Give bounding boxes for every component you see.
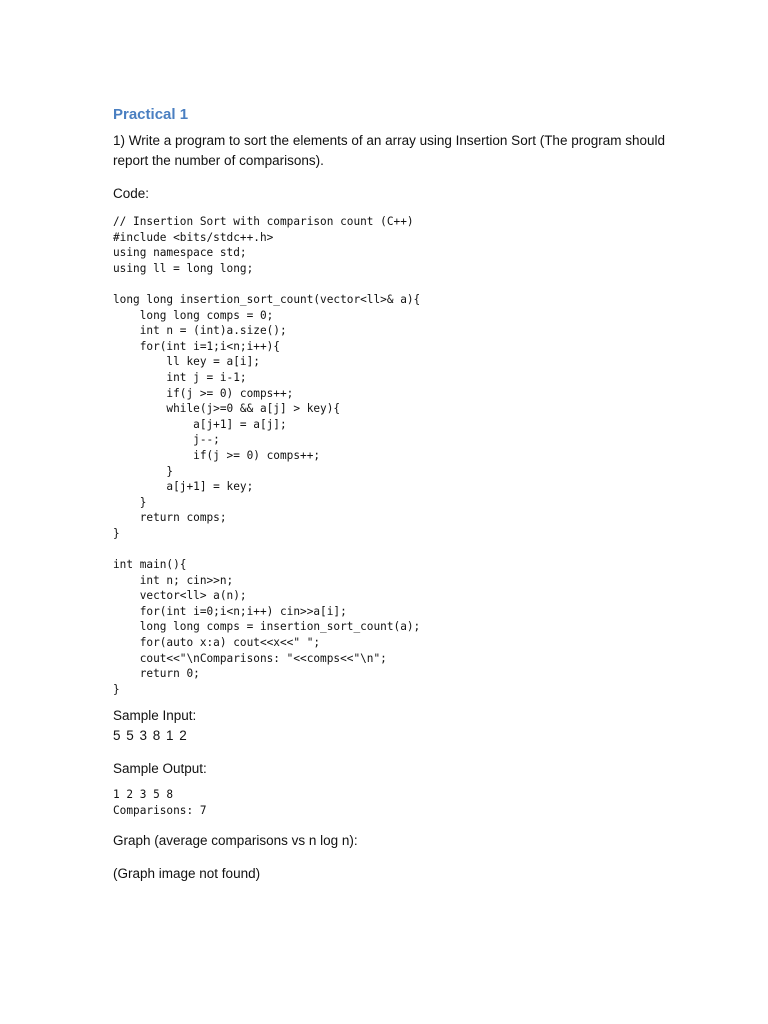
code-label: Code:	[113, 186, 150, 201]
document-page	[113, 105, 673, 884]
code-block: // Insertion Sort with comparison count (C++) #include <bits/stdc++.h> using namespace std; using ll = long long; long long insertion_sort_count(vector<ll>& a){ long long comps = 0; int n = (int)a.size(); for(int i=1;i<n;i++){ ll key = a[i]; int j = i-1; if(j >= 0) comps++; while(j>=0 && a[j] > key){ a[j+1] = a[j]; j--; if(j >= 0) comps++; } a[j+1] = key; } return comps; } int main(){ int n; cin>>n; vector<ll> a(n); for(int i=0;i<n;i++) cin>>a[i]; long long comps = insertion_sort_count(a); for(auto x:a) cout<<x<<" "; cout<<"\nComparisons: "<<comps<<"\n"; return 0; }	[113, 215, 421, 696]
graph-missing-text: (Graph image not found)	[113, 865, 261, 881]
graph-label: Graph (average comparisons vs n log n):	[113, 832, 358, 848]
practical-heading: Practical 1	[113, 106, 189, 123]
sample-input-value: 5 5 3 8 1 2	[113, 728, 188, 744]
sample-input-label: Sample Input:	[113, 708, 197, 724]
sample-output-label: Sample Output:	[113, 761, 207, 777]
sample-output-block: 1 2 3 5 8 Comparisons: 7	[113, 788, 207, 817]
question-text: 1) Write a program to sort the elements of an array using Insertion Sort (The program should report the number of comparisons).	[113, 133, 666, 168]
